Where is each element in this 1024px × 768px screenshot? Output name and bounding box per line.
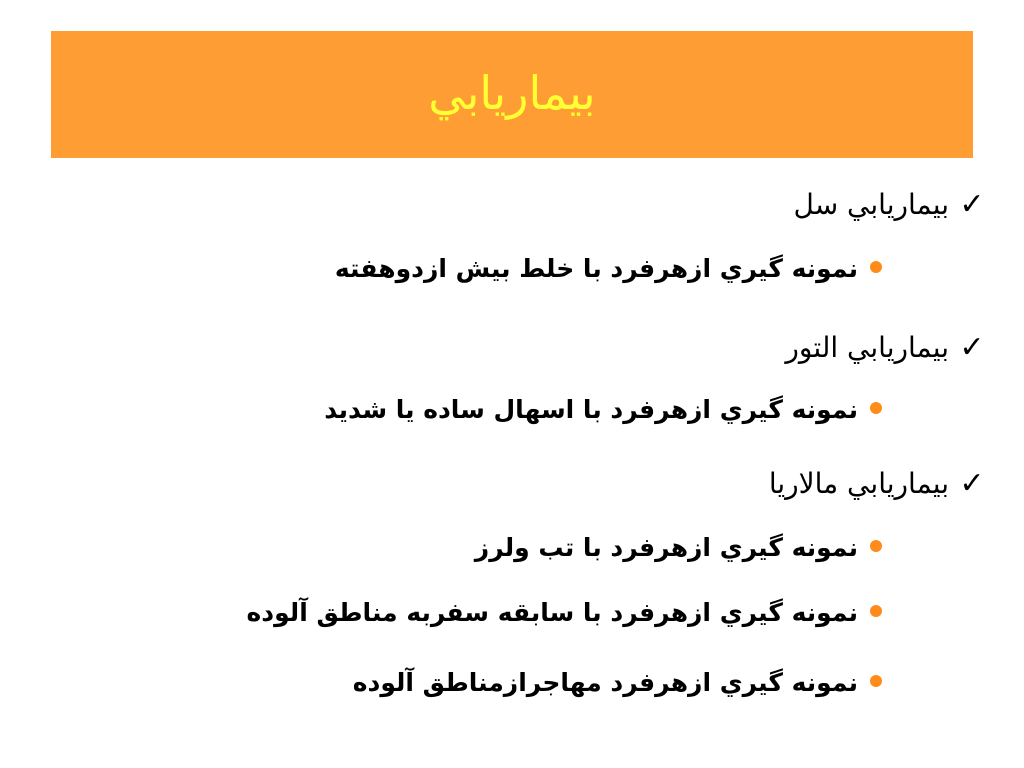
list-item-text: بيماريابي مالاريا	[768, 467, 949, 500]
slide-title: بيماريابي	[428, 65, 596, 120]
list-item	[785, 330, 989, 365]
bullet-icon	[870, 605, 882, 617]
list-item	[769, 466, 989, 501]
list-item-text: بيماريابي التور	[785, 331, 949, 364]
list-item-text: نمونه گيري ازهرفرد مهاجرازمناطق آلوده	[352, 668, 858, 697]
list-item-text: بيماريابي سل	[793, 188, 949, 221]
list-item-text: نمونه گيري ازهرفرد با تب ولرز	[474, 533, 858, 562]
checkmark-icon: ✓	[959, 187, 985, 222]
list-item	[353, 668, 882, 697]
list-item-text: نمونه گيري ازهرفرد با خلط بيش ازدوهفته	[334, 254, 858, 283]
list-item	[335, 254, 882, 283]
bullet-icon	[870, 675, 882, 687]
list-item-text: نمونه گيري ازهرفرد با اسهال ساده يا شديد	[324, 395, 858, 424]
list-item-text: نمونه گيري ازهرفرد با سابقه سفربه مناطق آلوده	[246, 598, 858, 627]
bullet-icon	[870, 540, 882, 552]
list-item	[793, 187, 989, 222]
list-item	[247, 598, 882, 627]
checkmark-icon: ✓	[959, 330, 985, 365]
list-item	[324, 395, 882, 424]
bullet-icon	[870, 261, 882, 273]
checkmark-icon: ✓	[959, 466, 985, 501]
bullet-icon	[870, 402, 882, 414]
list-item	[475, 533, 882, 562]
